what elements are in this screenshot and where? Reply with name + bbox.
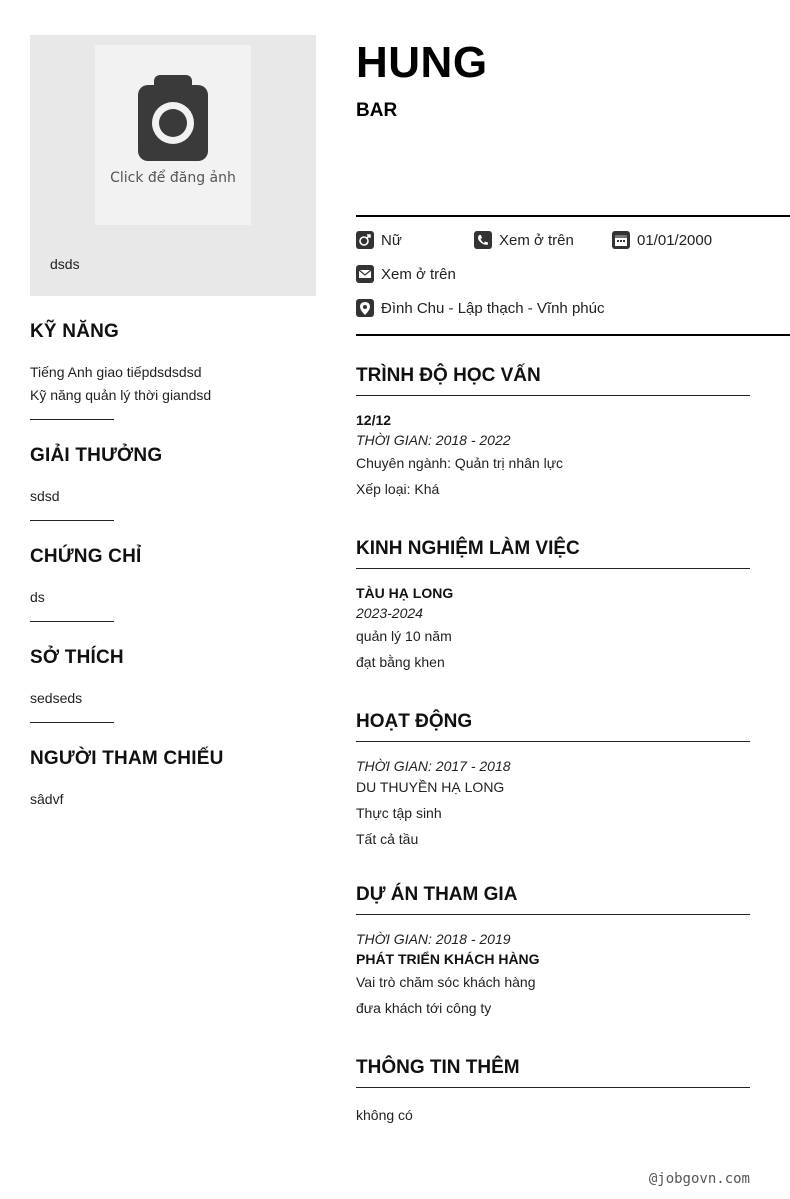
watermark: @jobgovn.com [648,1171,750,1187]
gender-icon [356,231,374,249]
contact-birthday [612,231,712,249]
references-section [30,748,316,811]
extra-info-section [356,1057,750,1128]
contact-block [356,215,790,336]
left-column [30,35,316,811]
hobbies-section [30,647,316,723]
activities-line: Tất cả tầu [356,831,419,847]
phone-value: Xem ở trên [499,231,574,249]
candidate-name: HUNG [356,38,488,87]
education-heading: TRÌNH ĐỘ HỌC VẤN [356,365,750,396]
activities-line: Thực tập sinh [356,805,442,821]
project-line: Vai trò chăm sóc khách hàng [356,974,536,990]
experience-company: TÀU HẠ LONG [356,585,454,601]
candidate-title: BAR [356,100,398,121]
projects-time: THỜI GIAN: 2018 - 2019 [356,931,511,947]
photo-upload[interactable] [95,45,251,225]
education-school: 12/12 [356,412,392,428]
contact-gender [356,231,402,249]
education-time: THỜI GIAN: 2018 - 2022 [356,432,511,448]
divider [30,419,114,420]
email-value: Xem ở trên [381,265,456,283]
camera-icon [126,71,220,165]
birthday-value: 01/01/2000 [637,231,713,249]
hobbies-heading: SỞ THÍCH [30,647,124,668]
divider [30,621,114,622]
project-name: PHÁT TRIỂN KHÁCH HÀNG [356,951,540,967]
skills-section [30,321,316,420]
photo-note: dsds [50,256,80,272]
divider [30,520,114,521]
experience-heading: KINH NGHIỆM LÀM VIỆC [356,538,750,569]
hobby-item: sedseds [30,690,83,706]
contact-email [356,265,456,283]
projects-section [356,884,750,1021]
experience-line: đạt bằng khen [356,654,445,670]
references-heading: NGƯỜI THAM CHIẾU [30,748,224,769]
gender-value: Nữ [381,231,402,249]
award-item: sdsd [30,488,60,504]
activities-time: THỜI GIAN: 2017 - 2018 [356,758,511,774]
divider [30,722,114,723]
certificates-section [30,546,316,622]
skill-item: Tiếng Anh giao tiếpdsdsdsd [30,364,202,380]
header [356,38,790,122]
address-value: Đình Chu - Lập thạch - Vĩnh phúc [381,299,605,317]
education-section [356,365,750,502]
email-icon [356,265,374,283]
contact-phone [474,231,574,249]
activities-heading: HOẠT ĐỘNG [356,711,750,742]
location-pin-icon [356,299,374,317]
skill-item: Kỹ năng quản lý thời giandsd [30,387,212,403]
projects-heading: DỰ ÁN THAM GIA [356,884,750,915]
activities-section [356,711,750,852]
awards-heading: GIẢI THƯỞNG [30,445,163,466]
skills-heading: KỸ NĂNG [30,321,120,342]
contact-address [356,299,604,317]
experience-line: quản lý 10 năm [356,628,452,644]
activities-line: DU THUYỀN HẠ LONG [356,779,505,795]
project-line: đưa khách tới công ty [356,1000,492,1016]
reference-item: sâdvf [30,791,64,807]
awards-section [30,445,316,521]
photo-upload-caption: Click để đăng ảnh [110,170,236,186]
experience-section [356,538,750,675]
certificates-heading: CHỨNG CHỈ [30,546,142,567]
extra-info-text: không có [356,1107,413,1123]
education-major: Chuyên ngành: Quản trị nhân lực [356,455,564,471]
education-grade: Xếp loại: Khá [356,481,440,497]
certificate-item: ds [30,589,45,605]
phone-icon [474,231,492,249]
extra-info-heading: THÔNG TIN THÊM [356,1057,750,1088]
calendar-icon [612,231,630,249]
photo-area [30,35,316,296]
experience-time: 2023-2024 [356,605,423,621]
